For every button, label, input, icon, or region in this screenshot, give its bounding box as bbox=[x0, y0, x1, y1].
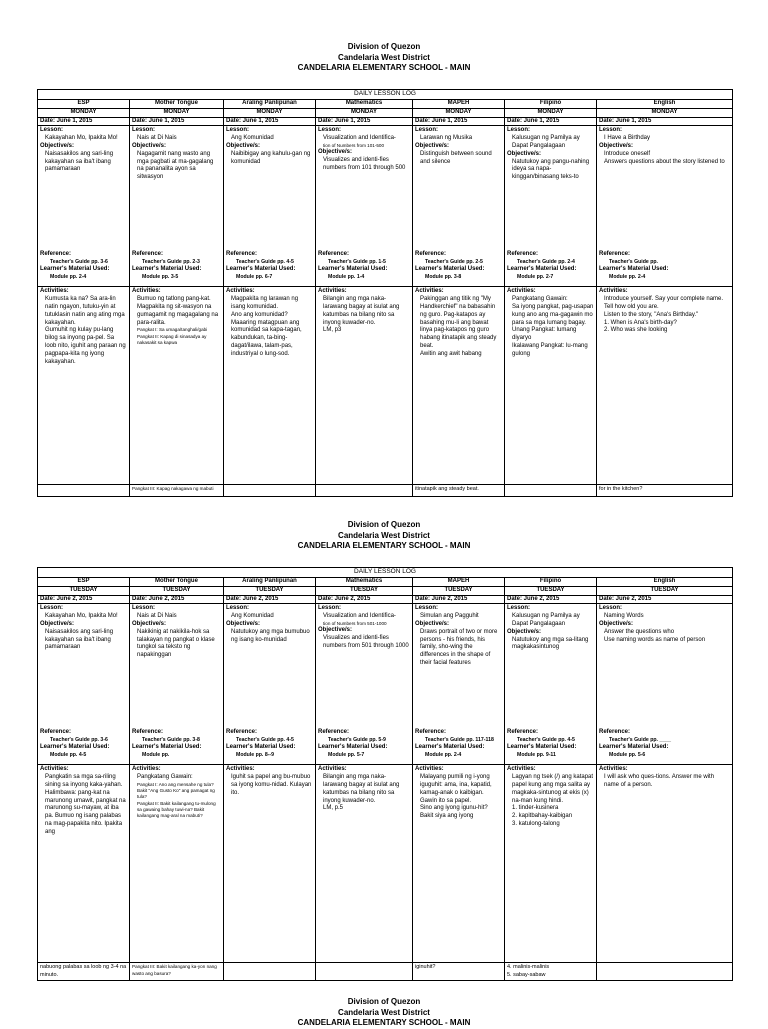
activities-label: Activities: bbox=[599, 288, 628, 295]
objective-label: Objective/s: bbox=[40, 142, 75, 149]
district-title: Candelaria West District bbox=[338, 530, 430, 540]
school-title: CANDELARIA ELEMENTARY SCHOOL - MAIN bbox=[297, 63, 471, 72]
lesson-text: Kalusugan ng Pamilya ay Dapat Pangalagaan bbox=[512, 135, 580, 149]
lesson-label: Lesson: bbox=[318, 127, 342, 134]
activities-cell bbox=[316, 287, 413, 485]
activities-label: Activities: bbox=[318, 766, 347, 773]
teachers-guide-ref: Teacher's Guide pp. 2-4 bbox=[517, 259, 575, 266]
day-heading: MONDAY bbox=[38, 108, 130, 117]
objective-label: Objective/s: bbox=[132, 142, 167, 149]
date-cell: Date: June 1, 2015 bbox=[224, 117, 316, 126]
page-header-monday bbox=[0, 42, 768, 74]
teachers-guide-ref: Teacher's Guide pp. 4-5 bbox=[236, 259, 294, 266]
continuation-row bbox=[38, 485, 733, 497]
lesson-text: Visualization and Identifica- bbox=[323, 135, 396, 142]
continuation-cell bbox=[597, 963, 733, 980]
teachers-guide-ref: Teacher's Guide pp. 5-9 bbox=[328, 737, 386, 744]
continuation-cell bbox=[224, 963, 316, 980]
reference-block bbox=[40, 251, 127, 280]
activities-label: Activities: bbox=[415, 288, 444, 295]
lesson-text: Ang Komunidad bbox=[231, 135, 274, 142]
day-heading: MONDAY bbox=[130, 108, 224, 117]
district-title: Candelaria West District bbox=[338, 52, 430, 62]
reference-label: Reference: bbox=[132, 251, 164, 258]
lesson-text: Kakayahan Mo, Ipakita Mo! bbox=[45, 613, 118, 620]
activities-label: Activities: bbox=[132, 288, 161, 295]
subject-heading: MAPEH bbox=[413, 578, 505, 587]
lesson-cell bbox=[38, 604, 130, 765]
activities-text: Bilangin ang mga naka-larawang bagay at isulat ang katumbas na bilang nito sa inyong kuwader-no. LM, p.5 bbox=[323, 774, 400, 812]
lesson-cell bbox=[316, 126, 413, 287]
continuation-cell: 4. malinis-malinis 5. sabay-sabaw bbox=[505, 963, 597, 980]
lesson-label: Lesson: bbox=[318, 605, 342, 612]
date-cell: Date: June 2, 2015 bbox=[224, 595, 316, 604]
dll-title: DAILY LESSON LOG bbox=[38, 90, 733, 100]
reference-label: Reference: bbox=[599, 729, 631, 736]
reference-block bbox=[415, 251, 502, 280]
activities-label: Activities: bbox=[318, 288, 347, 295]
day-heading: MONDAY bbox=[224, 108, 316, 117]
teachers-guide-ref: Teacher's Guide pp. 1-5 bbox=[328, 259, 386, 266]
lesson-label: Lesson: bbox=[507, 605, 531, 612]
objective-label: Objective/s: bbox=[318, 627, 353, 634]
objective-text: Naibibigay ang kahulu-gan ng komunidad bbox=[231, 150, 311, 165]
learner-material-label: Learner's Material Used: bbox=[599, 265, 669, 272]
objective-text: Distinguish between sound and silence bbox=[420, 150, 492, 165]
activities-text: Magpakita ng larawan ng isang komunidad. Ano ang komunidad? Maaaring matagpuan ang komunidad sa kapa-tagan, kabundukan, ta-bing-dagat/ilawa, talam-pas, industriyal o lung-sod. bbox=[231, 296, 302, 357]
lesson-log-monday bbox=[37, 89, 733, 497]
objective-text: Nagagamit nang wasto ang mga pagbati at ma-gagalang na pananalita ayon sa sitwasyon bbox=[137, 150, 214, 181]
activities-cell bbox=[597, 765, 733, 963]
lesson-cell bbox=[597, 604, 733, 765]
lesson-row bbox=[38, 604, 733, 765]
lesson-label: Lesson: bbox=[599, 127, 623, 134]
learner-material-label: Learner's Material Used: bbox=[599, 743, 669, 750]
activities-subtext: Pangkat I: Ano ang mensahe ng tula? Bakit "Ang Gusto Ko" ang pamagat ng tula? Pangkat II: Bakit kailangang tu-mulong sa gawaing bahay tuwi-na? Bakit kailangang mag-aral na mabuti? bbox=[137, 781, 216, 818]
reference-block bbox=[599, 729, 730, 758]
objective-text: Draws portrait of two or more persons - his friends, his family, sho-wing the differences in the shape of their facial features bbox=[420, 628, 498, 666]
activities-cell bbox=[413, 765, 505, 963]
learner-material-label: Learner's Material Used: bbox=[415, 265, 485, 272]
objective-label: Objective/s: bbox=[599, 620, 634, 627]
day-heading: TUESDAY bbox=[224, 586, 316, 595]
activities-row bbox=[38, 765, 733, 963]
date-cell: Date: June 1, 2015 bbox=[38, 117, 130, 126]
continuation-cell: Pangkat III: Bakit kailangang ka-yon nang wasto ang basura? bbox=[130, 963, 224, 980]
activities-subtext: Pangkat I: Sa umaga/tanghali/gabi Pangkat II: Kapag di sinasadya ay nakasakit sa kapwa bbox=[137, 327, 208, 345]
dll-title-row bbox=[38, 568, 733, 578]
activities-cell bbox=[316, 765, 413, 963]
subject-heading: Mathematics bbox=[316, 578, 413, 587]
teachers-guide-ref: Teacher's Guide pp. ____ bbox=[609, 737, 671, 744]
reference-label: Reference: bbox=[415, 729, 447, 736]
reference-label: Reference: bbox=[132, 729, 164, 736]
module-ref: Module pp. 2-4 bbox=[425, 751, 462, 758]
learner-material-label: Learner's Material Used: bbox=[40, 743, 110, 750]
date-cell: Date: June 2, 2015 bbox=[505, 595, 597, 604]
reference-block bbox=[132, 729, 221, 758]
day-heading: TUESDAY bbox=[413, 586, 505, 595]
activities-text: Iguhit sa papel ang bu-mubuo sa iyong komu-nidad. Kulayan ito. bbox=[231, 774, 312, 796]
activities-text: Bumuo ng tatlong pang-kat. Magpakita ng sit-wasyon na gumagamit ng magagalang na para-ralita. bbox=[137, 296, 219, 326]
objective-text: Visualizes and identi-fies numbers from 101 through 500 bbox=[323, 156, 406, 171]
lesson-log-tuesday bbox=[37, 567, 733, 981]
objective-label: Objective/s: bbox=[507, 628, 542, 635]
reference-label: Reference: bbox=[599, 251, 631, 258]
learner-material-label: Learner's Material Used: bbox=[226, 743, 296, 750]
subject-heading: Mother Tongue bbox=[130, 100, 224, 109]
learner-material-label: Learner's Material Used: bbox=[226, 265, 296, 272]
objective-text: Introduce oneself Answers questions about the story listened to bbox=[604, 150, 725, 165]
day-heading: TUESDAY bbox=[130, 586, 224, 595]
subject-row bbox=[38, 578, 733, 587]
reference-label: Reference: bbox=[507, 251, 539, 258]
continuation-cell bbox=[38, 485, 130, 497]
continuation-cell: iginuhit? bbox=[413, 963, 505, 980]
activities-text: Pangkatang Gawain: Sa iyong pangkat, pag-usapan kung ano ang ma-gagawin mo para sa mga lumang bagay. Unang Pangkat: lumang diyaryo Ikalawang Pangkat: lu-mang gulong bbox=[512, 296, 594, 357]
date-cell: Date: June 2, 2015 bbox=[130, 595, 224, 604]
subject-row bbox=[38, 100, 733, 109]
learner-material-label: Learner's Material Used: bbox=[507, 743, 577, 750]
learner-material-label: Learner's Material Used: bbox=[40, 265, 110, 272]
reference-block bbox=[40, 729, 127, 758]
activities-label: Activities: bbox=[507, 766, 536, 773]
lesson-text: Visualization and Identifica- bbox=[323, 613, 396, 620]
teachers-guide-ref: Teacher's Guide pp. 3-8 bbox=[142, 737, 200, 744]
lesson-text: Ang Komunidad bbox=[231, 613, 274, 620]
module-ref: Module pp. 9-11 bbox=[517, 751, 556, 758]
activities-cell bbox=[505, 287, 597, 485]
learner-material-label: Learner's Material Used: bbox=[415, 743, 485, 750]
activities-cell bbox=[597, 287, 733, 485]
day-heading: TUESDAY bbox=[505, 586, 597, 595]
activities-text: Bilangin ang mga naka-larawang bagay at isulat ang katumbas na bilang nito sa inyong kuwader-no. LM, p3 bbox=[323, 296, 400, 334]
lesson-text: Kalusugan ng Pamilya ay Dapat Pangalagaan bbox=[512, 613, 580, 627]
teachers-guide-ref: Teacher's Guide pp. 3-6 bbox=[50, 737, 108, 744]
reference-block bbox=[507, 729, 594, 758]
day-heading: MONDAY bbox=[413, 108, 505, 117]
continuation-cell: for in the kitchen? bbox=[597, 485, 733, 497]
teachers-guide-ref: Teacher's Guide pp. 117-118 bbox=[425, 737, 494, 744]
continuation-cell bbox=[316, 485, 413, 497]
objective-text: Natutukoy ang pangu-nahing ideya sa napa-kinggan/binasang teks-to bbox=[512, 158, 590, 181]
activities-cell bbox=[38, 287, 130, 485]
day-row bbox=[38, 586, 733, 595]
activities-cell bbox=[505, 765, 597, 963]
lesson-cell bbox=[316, 604, 413, 765]
reference-block bbox=[226, 251, 313, 280]
subject-heading: MAPEH bbox=[413, 100, 505, 109]
reference-label: Reference: bbox=[40, 729, 72, 736]
activities-cell bbox=[224, 765, 316, 963]
module-ref: Module pp. 5-7 bbox=[328, 751, 365, 758]
teachers-guide-ref: Teacher's Guide pp. 4-5 bbox=[517, 737, 575, 744]
learner-material-label: Learner's Material Used: bbox=[132, 743, 202, 750]
activities-cell bbox=[224, 287, 316, 485]
module-ref: Module pp. 2-4 bbox=[609, 273, 646, 280]
module-ref: Module pp. 3-8 bbox=[425, 273, 462, 280]
activities-text: Introduce yourself. Say your complete name. Tell how old you are. Listen to the story, "Ana's Birthday." 1. When is Ana's birth-day? 2. Who was she looking bbox=[604, 296, 724, 334]
lesson-cell bbox=[505, 126, 597, 287]
date-cell: Date: June 2, 2015 bbox=[413, 595, 505, 604]
activities-label: Activities: bbox=[132, 766, 161, 773]
subject-heading: Mathematics bbox=[316, 100, 413, 109]
learner-material-label: Learner's Material Used: bbox=[318, 265, 388, 272]
module-ref: Module pp. 1-4 bbox=[328, 273, 365, 280]
module-ref: Module pp. 2-4 bbox=[50, 273, 87, 280]
day-heading: MONDAY bbox=[597, 108, 733, 117]
lesson-label: Lesson: bbox=[226, 127, 250, 134]
subject-heading: ESP bbox=[38, 578, 130, 587]
objective-label: Objective/s: bbox=[226, 142, 261, 149]
reference-label: Reference: bbox=[226, 729, 258, 736]
lesson-text: I Have a Birthday bbox=[604, 135, 651, 142]
subject-heading: ESP bbox=[38, 100, 130, 109]
date-row bbox=[38, 117, 733, 126]
reference-label: Reference: bbox=[318, 251, 350, 258]
lesson-text: Nais at Di Nais bbox=[137, 135, 177, 142]
continuation-row bbox=[38, 963, 733, 980]
school-title: CANDELARIA ELEMENTARY SCHOOL - MAIN bbox=[297, 1018, 471, 1027]
date-cell: Date: June 1, 2015 bbox=[316, 117, 413, 126]
activities-label: Activities: bbox=[226, 766, 255, 773]
lesson-cell bbox=[597, 126, 733, 287]
learner-material-label: Learner's Material Used: bbox=[132, 265, 202, 272]
objective-text: Natutukoy ang mga bumubuo ng isang ko-munidad bbox=[231, 628, 310, 643]
lesson-text: Simulan ang Pagguhit bbox=[420, 613, 479, 620]
lesson-label: Lesson: bbox=[415, 605, 439, 612]
reference-block bbox=[599, 251, 730, 280]
lesson-text: Larawan ng Musika bbox=[420, 135, 473, 142]
reference-block bbox=[318, 251, 410, 280]
activities-cell bbox=[413, 287, 505, 485]
lesson-cell bbox=[224, 126, 316, 287]
activities-label: Activities: bbox=[415, 766, 444, 773]
activities-text: Malayang pumili ng i-yong iguguhit: ama, ina, kapatid, kamag-anak o kaibigan. Gawin ito sa papel. Sino ang iyong igunu-hit? Bakit siya ang iyong bbox=[420, 774, 492, 820]
activities-cell bbox=[38, 765, 130, 963]
reference-label: Reference: bbox=[415, 251, 447, 258]
lesson-cell bbox=[413, 604, 505, 765]
activities-row bbox=[38, 287, 733, 485]
objective-text: Visualizes and identi-fies numbers from 501 through 1000 bbox=[323, 634, 409, 649]
objective-label: Objective/s: bbox=[318, 149, 353, 156]
lesson-cell bbox=[413, 126, 505, 287]
lesson-label: Lesson: bbox=[40, 605, 64, 612]
lesson-label: Lesson: bbox=[226, 605, 250, 612]
lesson-label: Lesson: bbox=[40, 127, 64, 134]
objective-text: Natutukoy ang mga sa-litang magkakasintunog bbox=[512, 636, 589, 651]
reference-block bbox=[415, 729, 502, 758]
lesson-label: Lesson: bbox=[132, 605, 156, 612]
day-heading: TUESDAY bbox=[38, 586, 130, 595]
date-cell: Date: June 1, 2015 bbox=[505, 117, 597, 126]
teachers-guide-ref: Teacher's Guide pp. 4-5 bbox=[236, 737, 294, 744]
continuation-cell: itinatapik ang steady beat. bbox=[413, 485, 505, 497]
activities-label: Activities: bbox=[40, 288, 69, 295]
subject-heading: Araling Panlipunan bbox=[224, 100, 316, 109]
lesson-label: Lesson: bbox=[599, 605, 623, 612]
lesson-label: Lesson: bbox=[415, 127, 439, 134]
reference-block bbox=[226, 729, 313, 758]
lesson-cell bbox=[224, 604, 316, 765]
lesson-subtext: tion of Numbers from 101-500 bbox=[323, 142, 385, 148]
module-ref: Module pp. 5-6 bbox=[609, 751, 646, 758]
division-title: Division of Quezon bbox=[347, 42, 421, 51]
continuation-cell bbox=[316, 963, 413, 980]
day-heading: MONDAY bbox=[505, 108, 597, 117]
date-cell: Date: June 2, 2015 bbox=[597, 595, 733, 604]
activities-text: Pakinggan ang titik ng "My Handkerchief" na babasahin ng guro. Pag-katapos ay basahing mu-li ang bawat linya pag-katapos ng guro habang itinatapik ang steady beat. Awitin ang awit habang bbox=[420, 296, 497, 357]
continuation-cell: nabuong palabas sa loob ng 3-4 na minuto. bbox=[38, 963, 130, 980]
activities-label: Activities: bbox=[599, 766, 628, 773]
lesson-label: Lesson: bbox=[132, 127, 156, 134]
reference-label: Reference: bbox=[318, 729, 350, 736]
subject-heading: Filipino bbox=[505, 100, 597, 109]
activities-label: Activities: bbox=[507, 288, 536, 295]
lesson-label: Lesson: bbox=[507, 127, 531, 134]
reference-label: Reference: bbox=[226, 251, 258, 258]
subject-heading: English bbox=[597, 578, 733, 587]
subject-heading: Araling Panlipunan bbox=[224, 578, 316, 587]
objective-text: Nakikinig at nakikila-hok sa talakayan ng pangkat o klase tungkol sa teksto ng napakinggan bbox=[137, 628, 215, 659]
activities-label: Activities: bbox=[226, 288, 255, 295]
teachers-guide-ref: Teacher's Guide pp. 2-3 bbox=[142, 259, 200, 266]
module-ref: Module pp. 4-5 bbox=[50, 751, 87, 758]
page-header-tuesday bbox=[0, 520, 768, 552]
lesson-cell bbox=[505, 604, 597, 765]
continuation-cell bbox=[505, 485, 597, 497]
lesson-text: Naming Words bbox=[604, 613, 644, 620]
objective-label: Objective/s: bbox=[507, 150, 542, 157]
activities-cell bbox=[130, 765, 224, 963]
activities-cell bbox=[130, 287, 224, 485]
lesson-text: Kakayahan Mo, Ipakita Mo! bbox=[45, 135, 118, 142]
activities-text: Pangkatin sa mga sa-riling sining sa inyong kaka-yahan. Halimbawa: pang-kat na marunong umawit, pangkat na marunong su-mayaw, at iba pa. Bumuo ng isang palabas na mag-papakita nito. Ipakita ang bbox=[45, 774, 126, 835]
date-cell: Date: June 1, 2015 bbox=[130, 117, 224, 126]
reference-block bbox=[507, 251, 594, 280]
continuation-cell bbox=[224, 485, 316, 497]
division-title: Division of Quezon bbox=[347, 997, 421, 1006]
continuation-cell: Pangkat III: Kapag nakagawa ng mabuti bbox=[130, 485, 224, 497]
objective-text: Naisasakilos ang sari-ling kakayahan sa iba't ibang pamamaraan bbox=[45, 628, 114, 651]
objective-label: Objective/s: bbox=[226, 620, 261, 627]
teachers-guide-ref: Teacher's Guide pp. bbox=[609, 259, 658, 266]
reference-label: Reference: bbox=[507, 729, 539, 736]
dll-title-row bbox=[38, 90, 733, 100]
lesson-subtext: tion of Numbers from 501-1000 bbox=[323, 620, 387, 626]
division-title: Division of Quezon bbox=[347, 520, 421, 529]
lesson-cell bbox=[130, 126, 224, 287]
module-ref: Module pp. 2-7 bbox=[517, 273, 554, 280]
day-row bbox=[38, 108, 733, 117]
activities-text: Lagyan ng tsek (/) ang katapat papel kung ang mga salita ay magkaka-sintunog at ekis (x) na-man kung hindi. 1. tinder-kusinera 2. kapitbahay-kaibigan 3. katulong-talong bbox=[512, 774, 594, 827]
lesson-cell bbox=[130, 604, 224, 765]
reference-label: Reference: bbox=[40, 251, 72, 258]
date-cell: Date: June 2, 2015 bbox=[316, 595, 413, 604]
subject-heading: Filipino bbox=[505, 578, 597, 587]
day-heading: MONDAY bbox=[316, 108, 413, 117]
date-row bbox=[38, 595, 733, 604]
objective-label: Objective/s: bbox=[415, 620, 450, 627]
reference-block bbox=[132, 251, 221, 280]
school-title: CANDELARIA ELEMENTARY SCHOOL - MAIN bbox=[297, 541, 471, 550]
date-cell: Date: June 2, 2015 bbox=[38, 595, 130, 604]
module-ref: Module pp. 3-5 bbox=[142, 273, 179, 280]
objective-label: Objective/s: bbox=[415, 142, 450, 149]
district-title: Candelaria West District bbox=[338, 1007, 430, 1017]
lesson-row bbox=[38, 126, 733, 287]
activities-text: Kumusta ka na? Sa ara-lin natin ngayon, tutuku-yin at tutuklasin natin ang ating mga kakayahan. Gumuhit ng kulay pu-lang bilog sa inyong pa-pel. Sa loob nito, iguhit ang paraan ng pagpapa-kita ng iyong kakayahan. bbox=[45, 296, 126, 365]
teachers-guide-ref: Teacher's Guide pp. 2-5 bbox=[425, 259, 483, 266]
date-cell: Date: June 1, 2015 bbox=[413, 117, 505, 126]
dll-title: DAILY LESSON LOG bbox=[38, 568, 733, 578]
date-cell: Date: June 1, 2015 bbox=[597, 117, 733, 126]
module-ref: Module pp. 6-7 bbox=[236, 273, 273, 280]
learner-material-label: Learner's Material Used: bbox=[318, 743, 388, 750]
day-heading: TUESDAY bbox=[597, 586, 733, 595]
activities-text: I will ask who ques-tions. Answer me with name of a person. bbox=[604, 774, 715, 788]
lesson-cell bbox=[38, 126, 130, 287]
reference-block bbox=[318, 729, 410, 758]
objective-text: Answer the questions who Use naming words as name of person bbox=[604, 628, 706, 643]
objective-label: Objective/s: bbox=[599, 142, 634, 149]
objective-text: Naisasakilos ang sari-ling kakayahan sa iba't ibang pamamaraan bbox=[45, 150, 114, 173]
day-heading: TUESDAY bbox=[316, 586, 413, 595]
teachers-guide-ref: Teacher's Guide pp. 3-6 bbox=[50, 259, 108, 266]
activities-label: Activities: bbox=[40, 766, 69, 773]
subject-heading: English bbox=[597, 100, 733, 109]
objective-label: Objective/s: bbox=[132, 620, 167, 627]
module-ref: Module pp. 8--9 bbox=[236, 751, 275, 758]
learner-material-label: Learner's Material Used: bbox=[507, 265, 577, 272]
subject-heading: Mother Tongue bbox=[130, 578, 224, 587]
objective-label: Objective/s: bbox=[40, 620, 75, 627]
activities-text: Pangkatang Gawain: bbox=[137, 774, 193, 781]
lesson-text: Nais at Di Nais bbox=[137, 613, 177, 620]
module-ref: Module pp. bbox=[142, 751, 170, 758]
